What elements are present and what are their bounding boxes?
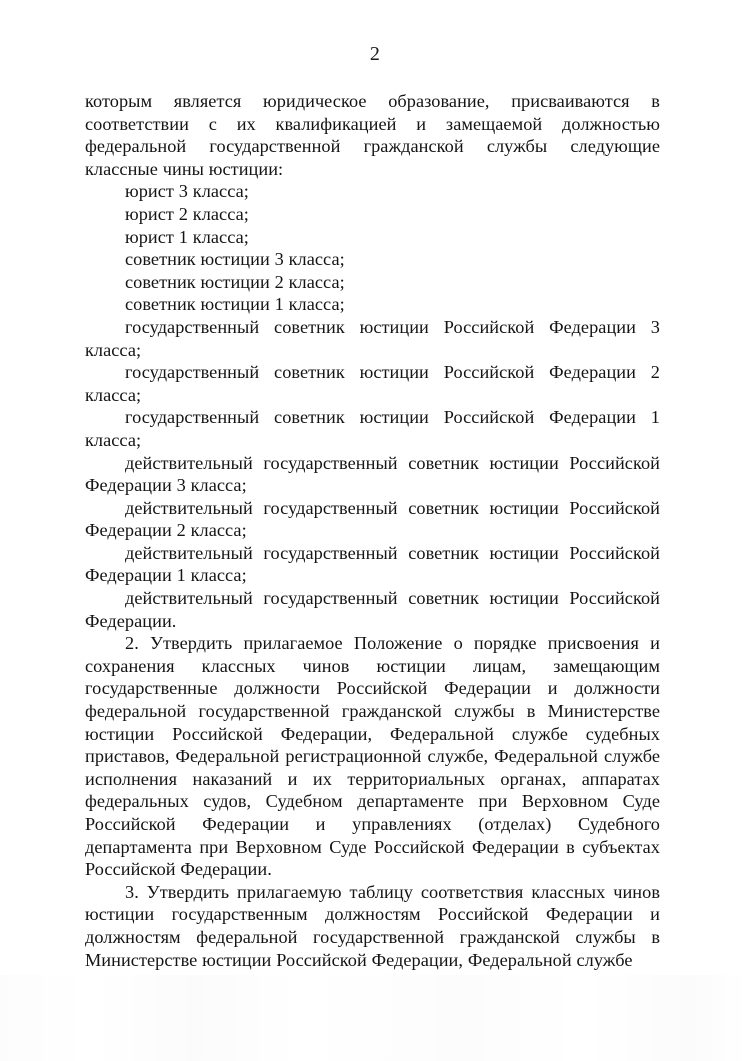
list-item: юрист 2 класса; [125,203,249,224]
list-item: государственный советник юстиции Российской Федерации 2 класса; [85,362,660,405]
list-item: государственный советник юстиции Российской Федерации 3 класса; [85,316,660,360]
clause-2-paragraph: 2. Утвердить прилагаемое Положение о порядке присвоения и сохранения классных чинов юстиции лицам, замещающим государственные должности Российской Федерации и должности федеральной государственной гражданской службы в Министерстве юстиции Российской Федерации, Федеральной службе судебных приставов, Федеральной регистрационной службе, Федеральной службе исполнения наказаний и их территориальных органах, аппаратах федеральных судов, Судебном департаменте при Верховном Суде Российской Федерации и управлениях (отделах) Судебного департамента при Верховном Суде Российской Федерации в субъектах Российской Федерации. [85,633,660,880]
list-item: действительный государственный советник юстиции Российской Федерации 3 класса; [85,452,660,496]
list-item: советник юстиции 3 класса; [125,249,345,270]
page-body [85,90,660,971]
list-item: действительный государственный советник юстиции Российской Федерации 1 класса; [85,542,660,586]
list-item: советник юстиции 2 класса; [125,271,345,292]
list-item: советник юстиции 1 класса; [125,294,345,315]
list-item: действительный государственный советник юстиции Российской Федерации. [85,588,660,631]
list-item: государственный советник юстиции Российской Федерации 1 класса; [85,407,660,450]
page-number: 2 [369,43,381,65]
clause-3-paragraph: 3. Утвердить прилагаемую таблицу соответствия классных чинов юстиции государственным должностям Российской Федерации и должностям федеральной государственной гражданской службы в Министерстве юстиции Российской Федерации, Федеральной службе [85,881,660,970]
list-item: юрист 3 класса; [125,181,249,202]
list-item: юрист 1 класса; [125,226,249,247]
scan-noise-artifact [0,975,750,1061]
continued-paragraph: которым является юридическое образование, присваиваются в соответствии с их квалификацией и замещаемой должностью федеральной государственной гражданской службы следующие классные чины юстиции: [85,91,660,179]
list-item: действительный государственный советник юстиции Российской Федерации 2 класса; [85,497,660,541]
